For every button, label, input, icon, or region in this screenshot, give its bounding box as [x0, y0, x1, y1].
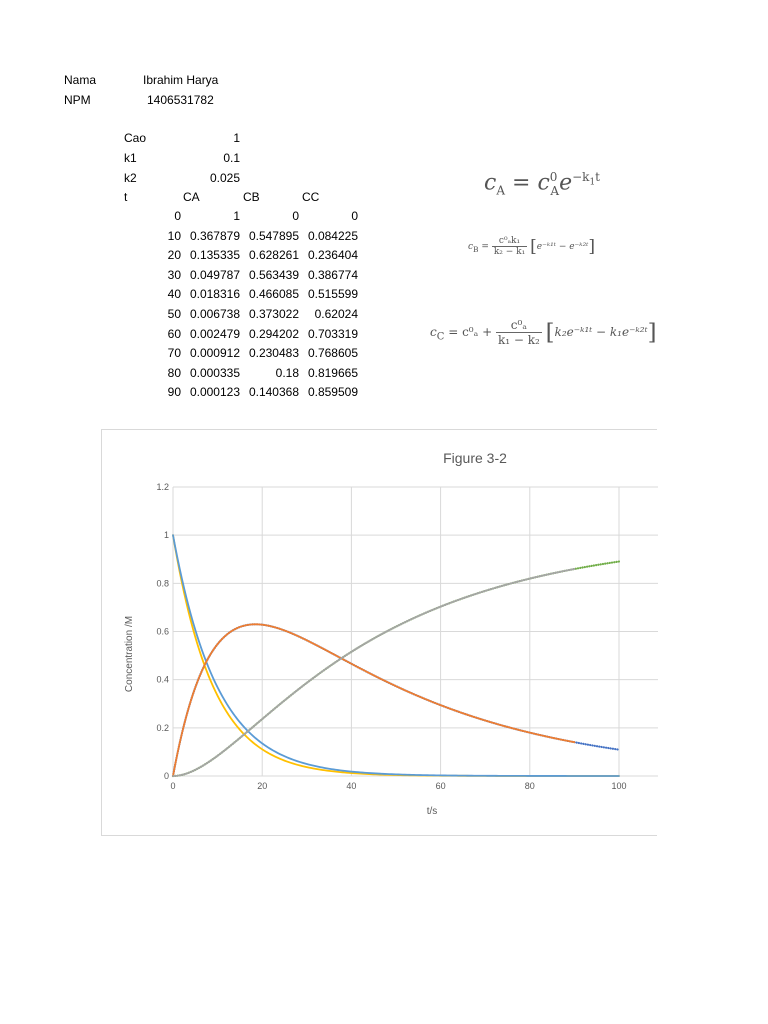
table-cell: 0.236404: [307, 248, 358, 263]
npm-label: NPM: [64, 93, 91, 107]
y-tick-label: 0: [163, 771, 169, 781]
param-label-cao: Cao: [124, 131, 147, 145]
series-line-ca: [173, 535, 619, 776]
table-cell: 0.000123: [189, 385, 240, 400]
chart-frame: [101, 429, 657, 836]
table-cell: 0.006738: [189, 307, 240, 321]
table-cell: 90: [167, 385, 181, 400]
x-tick-label: 60: [435, 781, 446, 791]
table-header: CC: [302, 190, 320, 204]
table-cell: 30: [167, 267, 181, 282]
table-header: CA: [183, 190, 200, 204]
table-cell: 20: [167, 248, 181, 263]
table-cell: 0.018316: [189, 287, 240, 302]
name-label: Nama: [64, 73, 97, 87]
table-cell: 0.084225: [307, 228, 358, 243]
chart-title: Figure 3-2: [443, 450, 507, 466]
table-cell: 0.002479: [189, 326, 240, 341]
table-cell: 0.049787: [189, 267, 240, 282]
equation-cc: $c_C = c^0_a$ + $\frac{\text{c⁰ₐ}}{\text{k₁ − k₂}}$ [k₂e⁻ᵏ¹ᵗ − k₁e⁻ᵏ²ᵗ]: [430, 318, 657, 347]
series-line-cc: [173, 562, 619, 776]
table-cell: 0.466085: [248, 287, 299, 302]
line-chart: [102, 430, 658, 837]
param-label-k1: k1: [124, 151, 137, 165]
series-line-cb: [173, 624, 619, 776]
table-cell: 0.386774: [307, 267, 358, 282]
table-header: CB: [243, 190, 260, 204]
table-cell: 0.294202: [248, 326, 299, 341]
table-cell: 0: [351, 209, 358, 223]
table-cell: 0.000912: [189, 346, 240, 361]
series-line-ca: [173, 535, 619, 776]
table-cell: 10: [167, 228, 181, 243]
table-cell: 0.373022: [248, 307, 299, 321]
y-tick-label: 0.4: [156, 674, 169, 685]
param-value-cao: 1: [233, 131, 240, 145]
param-label-k2: k2: [124, 171, 137, 185]
series-line-cb: [173, 624, 574, 776]
x-tick-label: 100: [611, 781, 627, 791]
x-tick-label: 0: [170, 781, 176, 791]
table-cell: 80: [167, 365, 181, 380]
equation-ca: $c_A = c^0_Ae^{-k_1t}$: [484, 170, 600, 198]
param-value-k1: 0.1: [223, 151, 240, 165]
x-axis-label: t/s: [426, 806, 438, 817]
table-cell: 60: [167, 326, 181, 341]
y-tick-label: 0.6: [156, 626, 169, 637]
name-value: Ibrahim Harya: [143, 73, 219, 87]
series-line-cc: [173, 569, 574, 776]
table-cell: 0.140368: [248, 385, 299, 400]
table-cell: 0.515599: [307, 287, 358, 302]
table-cell: 0.367879: [189, 228, 240, 243]
table-cell: 0.18: [275, 365, 299, 380]
table-cell: 0.135335: [189, 248, 240, 263]
table-cell: 0.703319: [307, 326, 358, 341]
table-cell: 0.000335: [189, 365, 240, 380]
table-cell: 0.819665: [307, 365, 358, 380]
table-cell: 0.859509: [307, 385, 358, 400]
y-tick-label: 0.8: [156, 578, 169, 589]
table-cell: 0.547895: [248, 228, 299, 243]
table-cell: 70: [167, 346, 181, 361]
equation-cb: $c_B$ = $\frac{\text{c⁰ₐk₁}}{\text{k₂ − k₁}}$ [e⁻ᵏ¹ᵗ − e⁻ᵏ²ᵗ]: [468, 236, 596, 257]
table-cell: 1: [233, 209, 240, 223]
x-tick-label: 80: [524, 781, 535, 791]
table-cell: 50: [167, 307, 181, 321]
y-tick-label: 1.2: [156, 482, 169, 492]
table-cell: 0.628261: [248, 248, 299, 263]
table-header: t: [124, 190, 128, 204]
table-cell: 0.62024: [314, 307, 358, 321]
table-cell: 0: [292, 209, 299, 223]
table-cell: 0.230483: [248, 346, 299, 361]
table-cell: 0.563439: [248, 267, 299, 282]
x-tick-label: 20: [257, 781, 268, 791]
y-axis-label: Concentration /M: [124, 615, 135, 693]
y-tick-label: 1: [163, 530, 169, 541]
y-tick-label: 0.2: [156, 722, 169, 733]
param-value-k2: 0.025: [209, 171, 240, 185]
table-cell: 0.768605: [307, 346, 358, 361]
x-tick-label: 40: [346, 781, 357, 791]
table-cell: 40: [167, 287, 181, 302]
npm-value: 1406531782: [147, 93, 214, 107]
table-cell: 0: [174, 209, 181, 223]
